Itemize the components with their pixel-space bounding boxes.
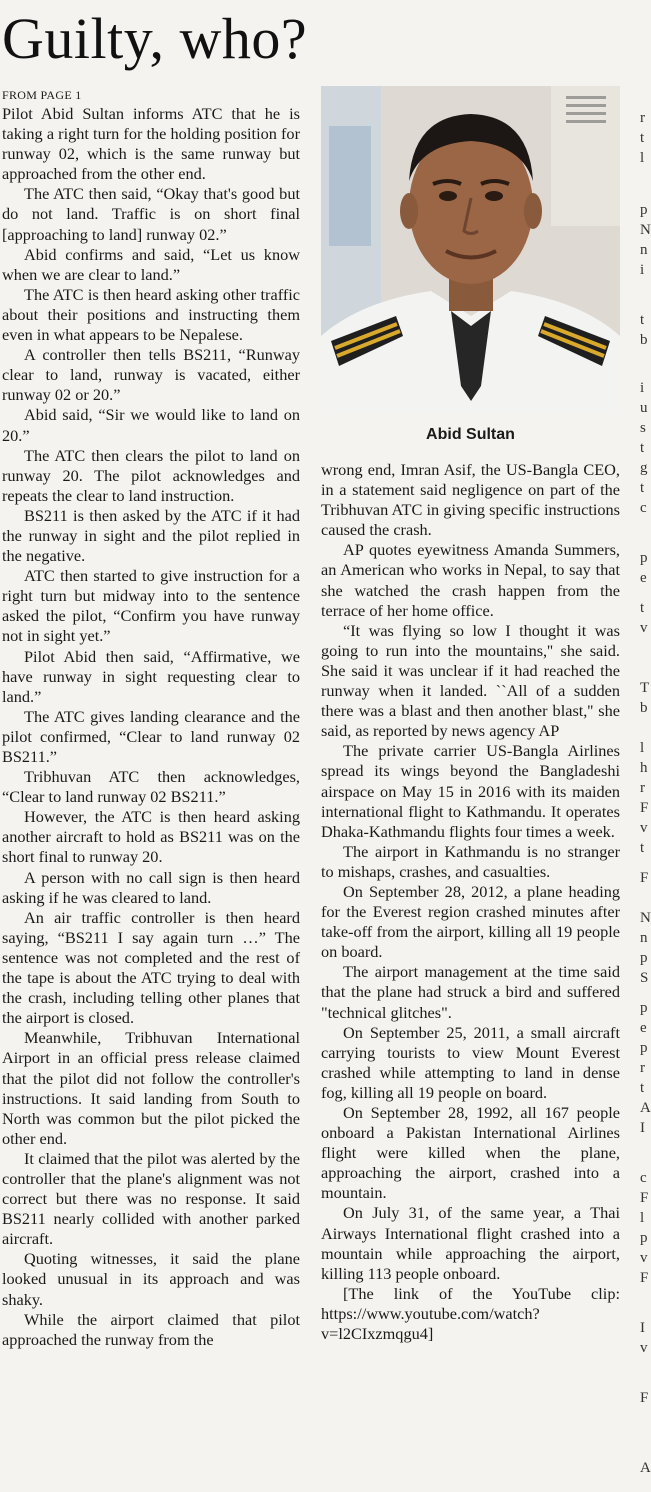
paragraph: The airport management at the time said that the plane had struck a bird and suffered "technical glitches". [321, 962, 620, 1022]
fragment-letter: v [640, 820, 648, 836]
paragraph: The airport in Kathmandu is no stranger to mishaps, crashes, and casualties. [321, 841, 620, 881]
paragraph: Abid said, “Sir we would like to land on 20.” [2, 405, 300, 445]
continued-from-label: FROM PAGE 1 [2, 88, 82, 102]
fragment-letter: b [640, 700, 648, 716]
paragraph: BS211 is then asked by the ATC if it had the runway in sight and the pilot replied in the negative. [2, 505, 300, 566]
paragraph: Meanwhile, Tribhuvan International Airport in an official press release claimed that the pilot did not follow the controller's instructions. It said landing from South to North was common but the pilot picked the other end. [2, 1028, 300, 1148]
paragraph: [The link of the YouTube clip: https://www.youtube.com/watch?v=l2CIxzmqgu4] [321, 1283, 620, 1344]
fragment-letter: c [640, 1170, 647, 1186]
fragment-letter: l [640, 150, 645, 166]
fragment-letter: I [640, 1120, 645, 1136]
paragraph: An air traffic controller is then heard saying, “BS211 I say again turn …” The sentence was not completed and the rest of the tape is about the ATC trying to deal with the crash, including telling other planes that the airport is closed. [2, 907, 300, 1028]
paragraph: On September 28, 2012, a plane heading for the Everest region crashed minutes after take-off from the airport, killing all 19 people on board. [321, 881, 620, 962]
fragment-letter: n [640, 930, 648, 946]
paragraph: On July 31, of the same year, a Thai Airways International flight crashed into a mountain while approaching the airport, killing 113 people onboard. [321, 1203, 620, 1283]
fragment-letter: i [640, 380, 645, 396]
fragment-letter: b [640, 332, 648, 348]
paragraph: It claimed that the pilot was alerted by the controller that the plane's alignment was not correct but there was no response. It said BS211 nearly collided with another parked aircraft. [2, 1148, 300, 1249]
fragment-letter: p [640, 1040, 648, 1056]
fragment-letter: p [640, 202, 648, 218]
article-column-1 [2, 104, 300, 1350]
fragment-letter: F [640, 870, 649, 886]
paragraph: AP quotes eyewitness Amanda Summers, an American who works in Nepal, to say that she watched the crash happen from the terrace of her home office. [321, 540, 620, 620]
fragment-letter: s [640, 420, 646, 436]
fragment-letter: p [640, 550, 648, 566]
fragment-letter: n [640, 242, 648, 258]
paragraph: ATC then started to give instruction for a right turn but midway into to the sentence asked the pilot, “Confirm you have runway not in sight yet.” [2, 566, 300, 646]
paragraph: The ATC is then heard asking other traffic about their positions and instructing them even in what appears to be Nepalese. [2, 284, 300, 345]
fragment-letter: l [640, 740, 645, 756]
fragment-letter: I [640, 1320, 645, 1336]
paragraph: Pilot Abid then said, “Affirmative, we have runway in sight requesting clear to land.” [2, 646, 300, 706]
paragraph: The ATC then clears the pilot to land on runway 20. The pilot acknowledges and repeats the clear to land instruction. [2, 445, 300, 505]
fragment-letter: t [640, 480, 645, 496]
pilot-portrait-icon [321, 86, 620, 414]
headline: Guilty, who? [2, 6, 308, 71]
fragment-letter: p [640, 1230, 648, 1246]
paragraph: On September 25, 2011, a small aircraft carrying tourists to view Mount Everest crashed while attempting to land in dense fog, killing all 19 people on board. [321, 1022, 620, 1102]
fragment-letter: t [640, 312, 645, 328]
fragment-letter: F [640, 1190, 649, 1206]
fragment-letter: t [640, 840, 645, 856]
paragraph: Pilot Abid Sultan informs ATC that he is taking a right turn for the holding position for runway 02, which is the same runway but approached from the other end. [2, 104, 300, 184]
paragraph: Quoting witnesses, it said the plane looked unusual in its approach and was shaky. [2, 1249, 300, 1309]
fragment-letter: e [640, 1020, 647, 1036]
paragraph: A controller then tells BS211, “Runway clear to land, runway is vacated, either runway 02 or 20.” [2, 345, 300, 405]
paragraph: wrong end, Imran Asif, the US-Bangla CEO, in a statement said negligence on part of the Tribhuvan ATC in giving specific instructions caused the crash. [321, 460, 620, 540]
fragment-letter: t [640, 130, 645, 146]
fragment-letter: r [640, 110, 645, 126]
fragment-letter: g [640, 460, 648, 476]
fragment-letter: p [640, 950, 648, 966]
fragment-letter: r [640, 780, 645, 796]
fragment-letter: F [640, 1270, 649, 1286]
fragment-letter: N [640, 910, 651, 926]
fragment-letter: t [640, 1080, 645, 1096]
fragment-letter: i [640, 262, 645, 278]
paragraph: A person with no call sign is then heard asking if he was cleared to land. [2, 867, 300, 907]
fragment-letter: t [640, 600, 645, 616]
paragraph: On September 28, 1992, all 167 people onboard a Pakistan International Airlines flight were killed when the plane, approaching the airport, crashed into a mountain. [321, 1103, 620, 1203]
paragraph: The private carrier US-Bangla Airlines spread its wings beyond the Bangladeshi airspace on May 15 in 2016 with its maiden international flight to Kathmandu. It operates Dhaka-Kathmandu flights four times a week. [321, 741, 620, 841]
fragment-letter: v [640, 1250, 648, 1266]
fragment-letter: t [640, 440, 645, 456]
fragment-letter: T [640, 680, 650, 696]
fragment-letter: A [640, 1460, 651, 1476]
paragraph: Tribhuvan ATC then acknowledges, “Clear to land runway 02 BS211.” [2, 767, 300, 807]
paragraph: However, the ATC is then heard asking another aircraft to hold as BS211 was on the short final to runway 20. [2, 807, 300, 867]
paragraph: The ATC gives landing clearance and the pilot confirmed, “Clear to land runway 02 BS211.” [2, 706, 300, 766]
fragment-letter: l [640, 1210, 645, 1226]
fragment-letter: p [640, 1000, 648, 1016]
fragment-letter: c [640, 500, 647, 516]
fragment-letter: v [640, 620, 648, 636]
fragment-letter: e [640, 570, 647, 586]
fragment-letter: h [640, 760, 648, 776]
article-column-2 [321, 460, 620, 1344]
fragment-letter: r [640, 1060, 645, 1076]
fragment-letter: N [640, 222, 651, 238]
fragment-letter: S [640, 970, 649, 986]
pilot-photo [321, 86, 620, 414]
fragment-letter: F [640, 800, 649, 816]
fragment-letter: v [640, 1340, 648, 1356]
paragraph: Abid confirms and said, “Let us know when we are clear to land.” [2, 244, 300, 284]
photo-caption: Abid Sultan [426, 426, 515, 443]
fragment-letter: u [640, 400, 648, 416]
paragraph: The ATC then said, “Okay that's good but do not land. Traffic is on short final [approaching to land] runway 02.” [2, 184, 300, 244]
paragraph: While the airport claimed that pilot approached the runway from the [2, 1309, 300, 1349]
paragraph: “It was flying so low I thought it was going to run into the mountains,'' she said. She said it was unclear if it had reached the runway when it landed. ``All of a sudden there was a blast and then another blast,'' she said, as reported by news agency AP [321, 620, 620, 741]
adjacent-column-fragment [638, 0, 651, 1492]
fragment-letter: A [640, 1100, 651, 1116]
fragment-letter: F [640, 1390, 649, 1406]
